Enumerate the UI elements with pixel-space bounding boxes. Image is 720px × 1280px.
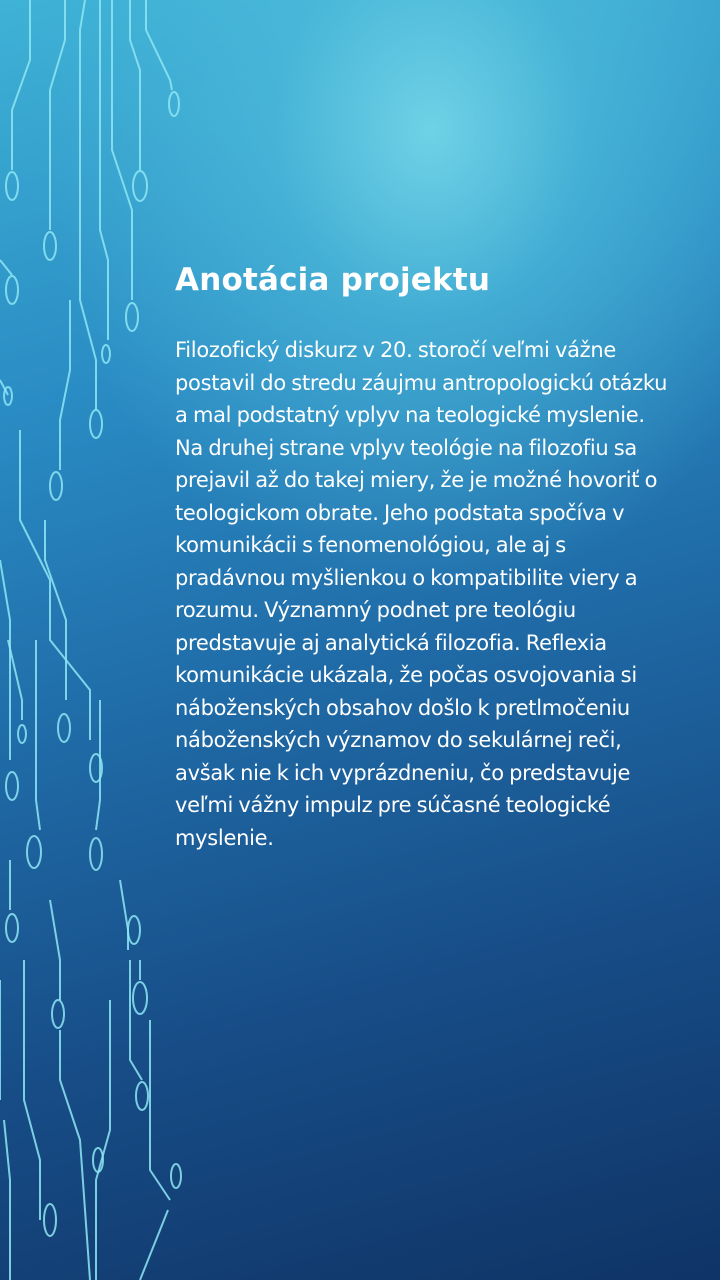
circuit-line [120,880,128,950]
circuit-node [133,171,147,201]
circuit-line [45,520,66,700]
circuit-node [58,714,70,742]
circuit-node [90,410,102,438]
circuit-line [60,300,70,470]
circuit-line [100,0,108,340]
circuit-line [20,430,90,740]
circuit-node [136,1082,148,1110]
circuit-line [12,0,30,170]
circuit-line [60,1030,90,1280]
circuit-line [146,0,172,90]
circuit-line [96,1000,110,1280]
content-area [175,262,675,854]
circuit-line [50,0,65,230]
circuit-node [6,172,18,200]
circuit-line [80,0,96,410]
circuit-node [133,982,147,1014]
circuit-node [52,1000,64,1028]
circuit-line [150,1020,170,1200]
circuit-line [4,1120,10,1280]
circuit-line [0,260,12,275]
circuit-node [44,1204,56,1236]
circuit-node [126,303,138,331]
circuit-node [44,232,56,260]
circuit-line [112,0,132,300]
circuit-node [4,387,12,405]
circuit-node [18,725,26,743]
circuit-node [6,276,18,304]
slide-title: Anotácia projektu [175,262,491,298]
circuit-node [90,838,102,870]
circuit-node [6,914,18,942]
circuit-node [102,345,110,363]
circuit-node [50,472,62,500]
circuit-node [27,836,41,868]
circuit-line [0,560,10,760]
circuit-line [140,1210,168,1280]
circuit-node [169,92,179,116]
circuit-line [24,960,40,1220]
circuit-line [130,0,140,170]
circuit-node [171,1164,181,1188]
circuit-node [128,916,140,944]
circuit-line [96,700,100,830]
circuit-node [6,772,18,800]
circuit-line [50,900,60,1000]
circuit-line [36,640,40,830]
slide-body-text: Filozofický diskurz v 20. storočí veľmi vážne postavil do stredu záujmu antropologickú otázku a mal podstatný vplyv na teologické myslenie. Na druhej strane vplyv teológie na filozofiu sa prejavil až do takej miery, že je možné hovoriť o teologickom obrate. Jeho podstata spočíva v komunikácii s fenomenológiou, ale aj s pradávnou myšlienkou o kompatibilite viery a rozumu. Významný podnet pre teológiu predstavuje aj analytická filozofia. Reflexia komunikácie ukázala, že počas osvojovania si náboženských obsahov došlo k pretlmočeniu náboženských významov do sekulárnej reči, avšak nie k ich vyprázdneniu, čo predstavuje veľmi vážny impulz pre súčasné teologické myslenie. [175,338,668,850]
